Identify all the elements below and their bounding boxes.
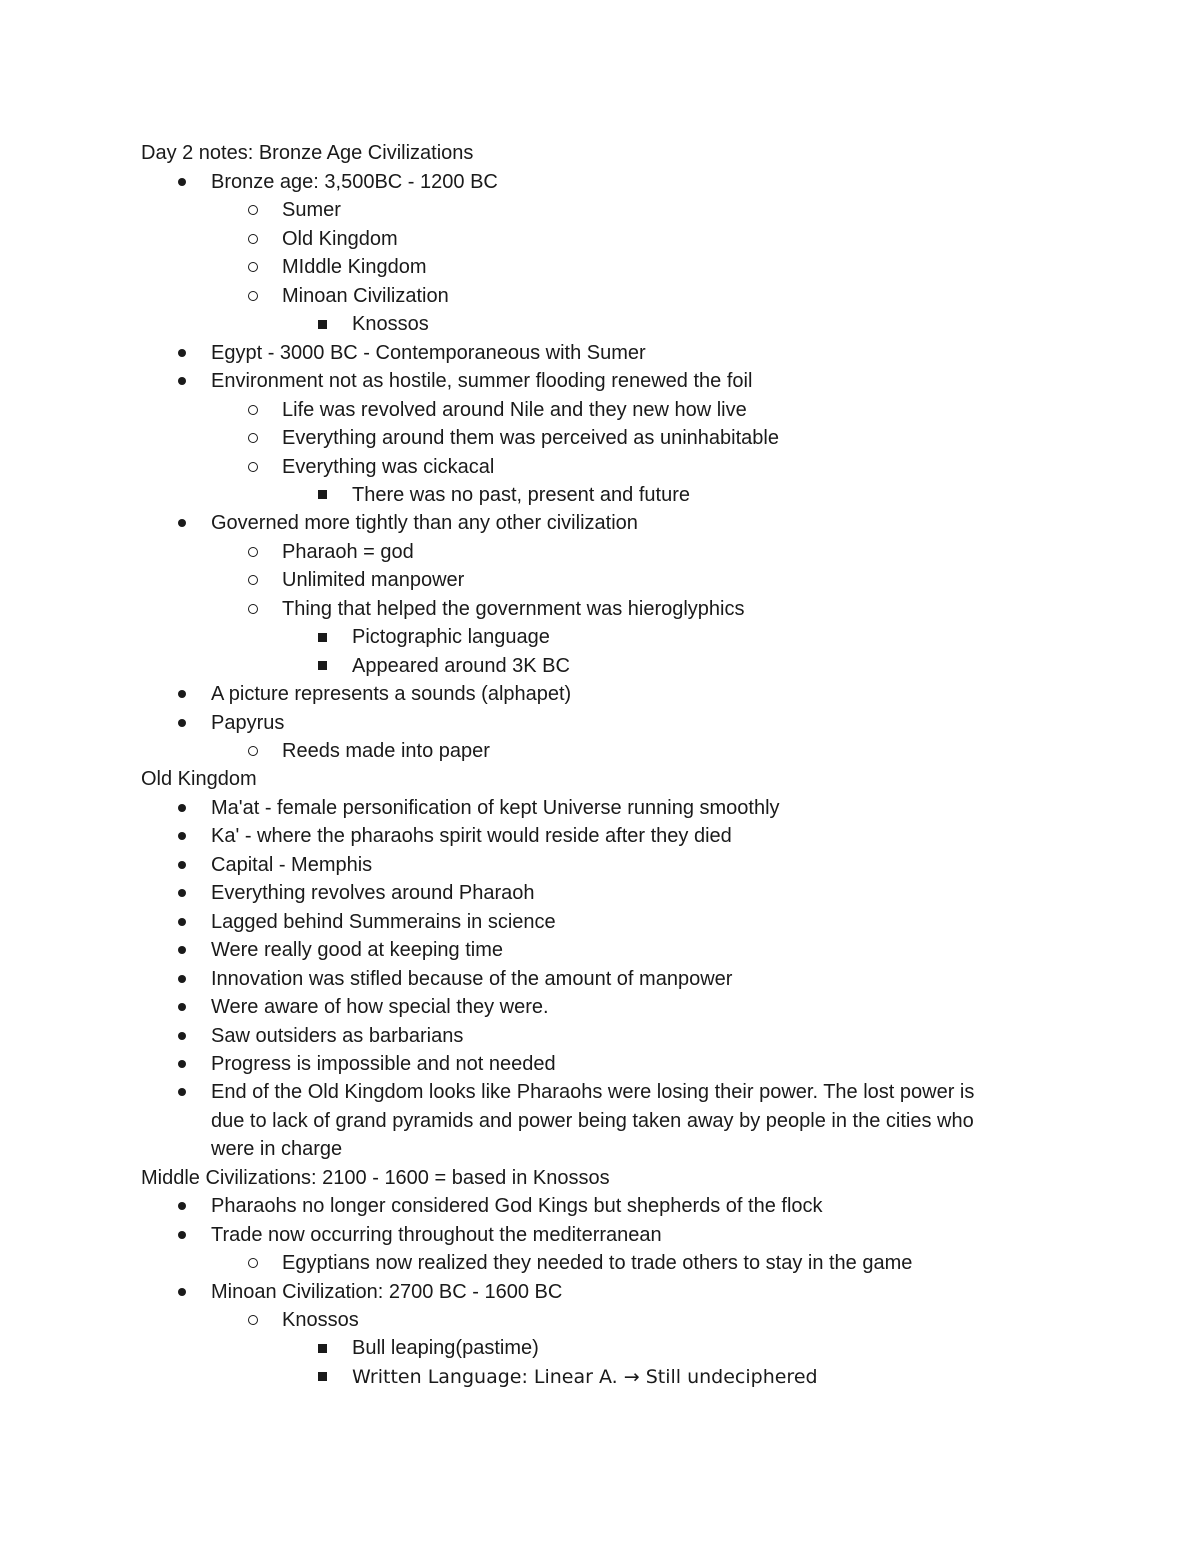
list-item-text: Knossos — [282, 1309, 359, 1331]
bullet-square-icon — [318, 1372, 327, 1381]
list-item-text: Lagged behind Summerains in science — [211, 910, 556, 933]
bullet-circle-icon — [248, 462, 258, 472]
list-item-text: Sumer — [282, 199, 341, 222]
list-item-text: Reeds made into paper — [282, 740, 490, 762]
bullet-square-icon — [318, 320, 327, 329]
bullet-circle-icon — [248, 433, 258, 443]
list-item-text: Saw outsiders as barbarians — [211, 1024, 464, 1047]
bullet-dot-icon — [178, 690, 186, 698]
list-item-text: A picture represents a sounds (alphapet) — [211, 683, 572, 706]
bullet-dot-icon — [178, 832, 186, 840]
bullet-circle-icon — [248, 291, 258, 301]
bullet-circle-icon — [248, 405, 258, 415]
bullet-square-icon — [318, 1344, 327, 1353]
bullet-dot-icon — [178, 889, 186, 897]
bullet-dot-icon — [178, 1060, 186, 1068]
bullet-circle-icon — [248, 262, 258, 272]
bullet-dot-icon — [178, 1032, 186, 1040]
list-item-text: Pharaohs no longer considered God Kings but shepherds of the flock — [211, 1195, 823, 1218]
list-item-text: Bull leaping(pastime) — [352, 1337, 539, 1360]
list-item-text: Everything was cickacal — [282, 455, 495, 478]
list-item-text: Old Kingdom — [141, 768, 257, 791]
list-item-text: Everything revolves around Pharaoh — [211, 882, 535, 905]
list-item-text: Ka' - where the pharaohs spirit would reside after they died — [211, 825, 732, 848]
list-item-text: Papyrus — [211, 711, 285, 734]
bullet-square-icon — [318, 633, 327, 642]
list-item-text: Bronze age: 3,500BC - 1200 BC — [211, 171, 498, 193]
bullet-dot-icon — [178, 519, 186, 527]
list-item-text: Old Kingdom — [282, 227, 398, 250]
list-item-text: Innovation was stifled because of the amount of manpower — [211, 967, 733, 990]
bullet-square-icon — [318, 490, 327, 499]
bullet-circle-icon — [248, 547, 258, 557]
bullet-circle-icon — [248, 234, 258, 244]
list-item-text: Minoan Civilization: 2700 BC - 1600 BC — [211, 1280, 563, 1303]
bullet-dot-icon — [178, 178, 186, 186]
bullet-circle-icon — [248, 575, 258, 585]
list-item-text: Minoan Civilization — [282, 284, 449, 307]
list-item-text: Progress is impossible and not needed — [211, 1052, 556, 1075]
list-item-text: Capital - Memphis — [211, 853, 373, 876]
list-item-text: Governed more tightly than any other civilization — [211, 512, 638, 535]
list-item-text: Everything around them was perceived as uninhabitable — [282, 427, 779, 450]
bullet-circle-icon — [248, 205, 258, 215]
bullet-dot-icon — [178, 975, 186, 983]
list-item-text: Pharaoh = god — [282, 540, 414, 563]
bullet-dot-icon — [178, 804, 186, 812]
list-item-text: Environment not as hostile, summer flooding renewed the foil — [211, 370, 753, 393]
bullet-circle-icon — [248, 1258, 258, 1268]
list-item-text: Egyptians now realized they needed to trade others to stay in the game — [282, 1252, 913, 1275]
bullet-dot-icon — [178, 1088, 186, 1096]
list-item-text: Pictographic language — [352, 626, 550, 649]
list-item-text: Life was revolved around Nile and they new how live — [282, 398, 747, 421]
list-item-text: were in charge — [211, 1138, 343, 1161]
bullet-circle-icon — [248, 1315, 258, 1325]
bullet-dot-icon — [178, 377, 186, 385]
list-item-text: End of the Old Kingdom looks like Pharaohs were losing their power. The lost power is — [211, 1081, 975, 1104]
document-title: Day 2 notes: Bronze Age Civilizations — [141, 142, 474, 164]
bullet-dot-icon — [178, 946, 186, 954]
bullet-dot-icon — [178, 1003, 186, 1011]
list-item-text: Were aware of how special they were. — [211, 996, 549, 1019]
list-item-text: Egypt - 3000 BC - Contemporaneous with Sumer — [211, 341, 646, 364]
bullet-circle-icon — [248, 604, 258, 614]
list-item-text: Knossos — [352, 313, 429, 336]
list-item-text: There was no past, present and future — [352, 483, 690, 506]
list-item-text: Ma'at - female personification of kept Universe running smoothly — [211, 796, 780, 819]
list-item-text: Were really good at keeping time — [211, 939, 504, 962]
list-item-text: due to lack of grand pyramids and power being taken away by people in the cities who — [211, 1109, 974, 1132]
list-item-text: Trade now occurring throughout the mediterranean — [211, 1223, 662, 1246]
bullet-dot-icon — [178, 349, 186, 357]
bullet-dot-icon — [178, 1231, 186, 1239]
list-item-text: MIddle Kingdom — [282, 256, 427, 279]
bullet-dot-icon — [178, 918, 186, 926]
list-item-text: Thing that helped the government was hieroglyphics — [282, 597, 745, 620]
bullet-dot-icon — [178, 719, 186, 727]
list-item-text: Middle Civilizations: 2100 - 1600 = based in Knossos — [141, 1166, 610, 1189]
bullet-square-icon — [318, 661, 327, 670]
bullet-circle-icon — [248, 746, 258, 756]
list-item-text: Written Language: Linear A. → Still undeciphered — [352, 1365, 818, 1388]
bullet-dot-icon — [178, 861, 186, 869]
list-item-text: Appeared around 3K BC — [352, 654, 570, 677]
list-item-text: Unlimited manpower — [282, 569, 465, 592]
bullet-dot-icon — [178, 1202, 186, 1210]
bullet-dot-icon — [178, 1288, 186, 1296]
